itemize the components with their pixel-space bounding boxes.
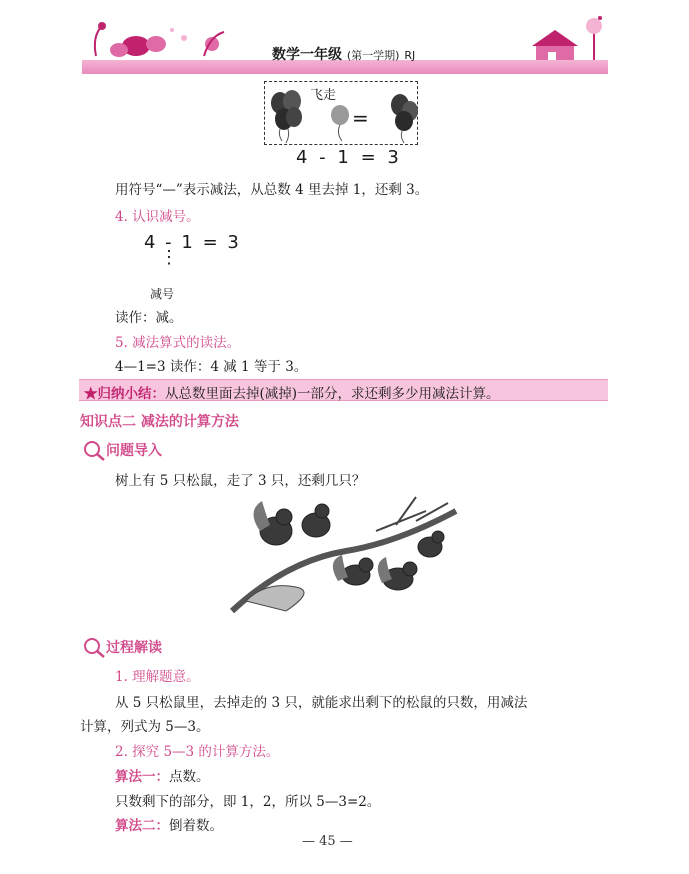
figure-equals-sign: = [352, 106, 369, 130]
summary-lead: ★归纳小结： [84, 386, 165, 402]
method-2-text: 倒着数。 [169, 818, 223, 834]
step-1-heading: 1. 理解题意。 [115, 669, 200, 685]
balloon-flying [331, 105, 349, 141]
summary-text [84, 382, 500, 402]
method-1-label: 算法一： [115, 769, 169, 785]
method-2 [115, 814, 223, 834]
knowledge-point-2-title: 知识点二 减法的计算方法 [80, 414, 239, 430]
book-title: 数学一年级 [272, 47, 342, 63]
fly-away-label: 飞走 [310, 88, 337, 103]
magnifier-icon [82, 636, 106, 658]
method-1-detail: 只数剩下的部分，即 1，2，所以 5—3=2。 [115, 794, 381, 810]
step-1-text-line-2: 计算，列式为 5—3。 [80, 719, 210, 735]
page-number: — 45 — [302, 834, 353, 849]
method-1-text: 点数。 [169, 769, 210, 785]
method-2-label: 算法二： [115, 818, 169, 834]
reading-example: 4—1=3 读作：4 减 1 等于 3。 [115, 359, 308, 375]
squirrels-illustration [226, 491, 464, 623]
problem-intro-heading: 问题导入 [106, 443, 162, 459]
header-title [272, 44, 415, 64]
figure-equation: 4 - 1 = 3 [296, 147, 402, 168]
semester-label: (第一学期) [346, 49, 400, 62]
step-1-text-line-1: 从 5 只松鼠里，去掉走的 3 只，就能求出剩下的松鼠的只数，用减法 [115, 695, 528, 711]
edition-label: RJ [404, 49, 416, 62]
balloon-illustration [264, 81, 418, 145]
problem-question: 树上有 5 只松鼠，走了 3 只，还剩几只？ [115, 473, 366, 489]
minus-pointer-dots: ⋮ [160, 247, 178, 268]
section-4-heading: 4. 认识减号。 [115, 209, 200, 225]
process-heading: 过程解读 [106, 640, 162, 656]
section-5-heading: 5. 减法算式的读法。 [115, 335, 241, 351]
minus-equation: 4 - 1 = 3 [144, 232, 241, 253]
minus-reading: 读作：减。 [115, 310, 183, 326]
step-2-heading: 2. 探究 5—3 的计算方法。 [115, 744, 280, 760]
summary-body: 从总数里面去掉(减掉)一部分，求还剩多少用减法计算。 [165, 386, 500, 402]
balloon-group-left [271, 90, 302, 143]
subtraction-explanation: 用符号“—”表示减法，从总数 4 里去掉 1，还剩 3。 [115, 182, 429, 198]
balloon-group-right [391, 94, 418, 143]
magnifier-icon [82, 439, 106, 461]
method-1 [115, 765, 210, 785]
minus-sign-label: 减号 [150, 287, 175, 301]
